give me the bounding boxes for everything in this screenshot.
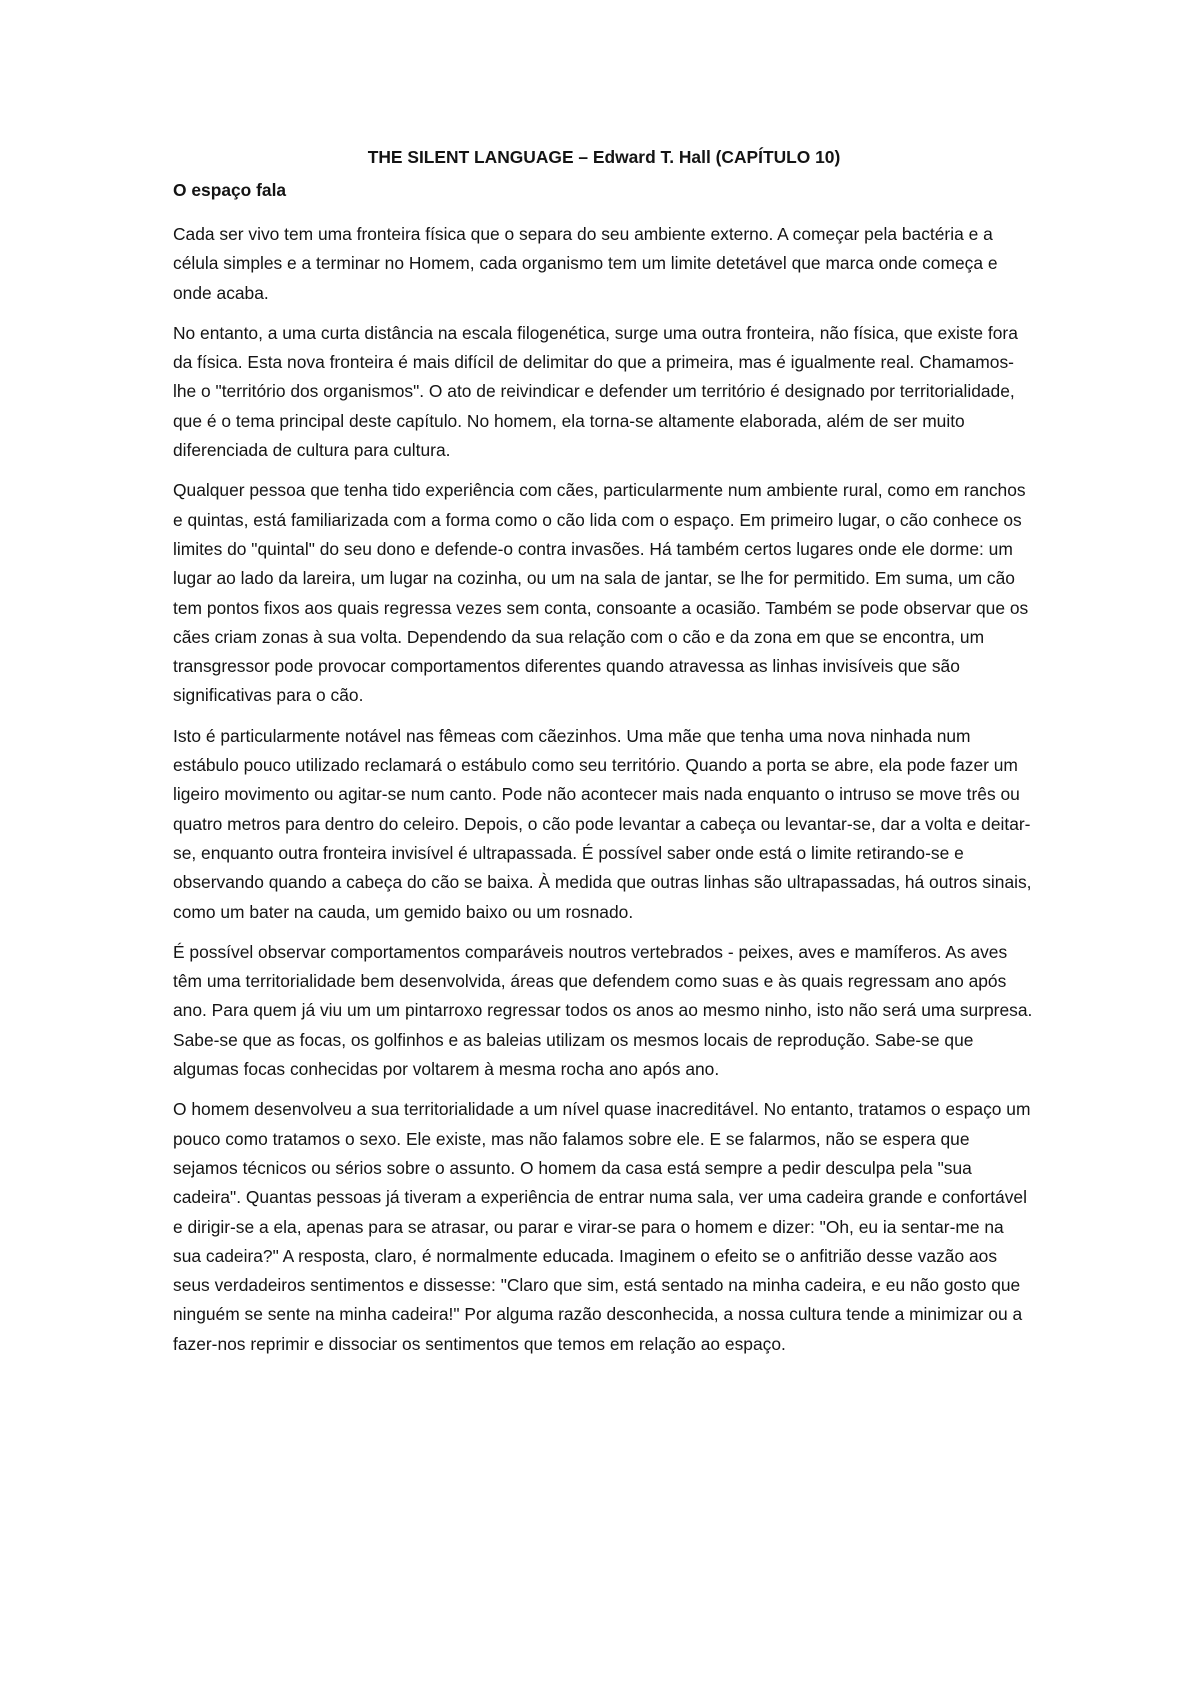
document-title: THE SILENT LANGUAGE – Edward T. Hall (CAPÍTULO 10) [367, 147, 841, 167]
paragraph: O homem desenvolveu a sua territorialidade a um nível quase inacreditável. No entanto, tratamos o espaço um pouco como tratamos o sexo. Ele existe, mas não falamos sobre ele. E se falarmos, não se espera que sejamos técnicos ou sérios sobre o assunto. O homem da casa está sempre a pedir desculpa pela "sua cadeira". Quantas pessoas já tiveram a experiência de entrar numa sala, ver uma cadeira grande e confortável e dirigir-se a ela, apenas para se atrasar, ou parar e virar-se para o homem e dizer: "Oh, eu ia sentar-me na sua cadeira?" A resposta, claro, é normalmente educada. Imaginem o efeito se o anfitrião desse vazão aos seus verdadeiros sentimentos e dissesse: "Claro que sim, está sentado na minha cadeira, e eu não gosto que ninguém se sente na minha cadeira!" Por alguma razão desconhecida, a nossa cultura tende a minimizar ou a fazer-nos reprimir e dissociar os sentimentos que temos em relação ao espaço. [173, 1099, 1031, 1354]
paragraph: Cada ser vivo tem uma fronteira física que o separa do seu ambiente externo. A começar pela bactéria e a célula simples e a terminar no Homem, cada organismo tem um limite detetável que marca onde começa e onde acaba. [173, 224, 998, 303]
section-heading: O espaço fala [173, 180, 287, 200]
paragraph: É possível observar comportamentos comparáveis noutros vertebrados - peixes, aves e mamíferos. As aves têm uma territorialidade bem desenvolvida, áreas que defendem como suas e às quais regressam ano após ano. Para quem já viu um um pintarroxo regressar todos os anos ao mesmo ninho, isto não será uma surpresa. Sabe-se que as focas, os golfinhos e as baleias utilizam os mesmos locais de reprodução. Sabe-se que algumas focas conhecidas por voltarem à mesma rocha ano após ano. [173, 941, 1033, 1080]
document-page [173, 143, 1035, 1359]
paragraph: No entanto, a uma curta distância na escala filogenética, surge uma outra fronteira, não física, que existe fora da física. Esta nova fronteira é mais difícil de delimitar do que a primeira, mas é igualmente real. Chamamos-lhe o "território dos organismos". O ato de reivindicar e defender um território é designado por territorialidade, que é o tema principal deste capítulo. No homem, ela torna-se altamente elaborada, além de ser muito diferenciada de cultura para cultura. [173, 322, 1018, 461]
paragraph: Isto é particularmente notável nas fêmeas com cãezinhos. Uma mãe que tenha uma nova ninhada num estábulo pouco utilizado reclamará o estábulo como seu território. Quando a porta se abre, ela pode fazer um ligeiro movimento ou agitar-se num canto. Pode não acontecer mais nada enquanto o intruso se move três ou quatro metros para dentro do celeiro. Depois, o cão pode levantar a cabeça ou levantar-se, dar a volta e deitar-se, enquanto outra fronteira invisível é ultrapassada. É possível saber onde está o limite retirando-se e observando quando a cabeça do cão se baixa. À medida que outras linhas são ultrapassadas, há outros sinais, como um bater na cauda, um gemido baixo ou um rosnado. [173, 725, 1032, 922]
paragraph: Qualquer pessoa que tenha tido experiência com cães, particularmente num ambiente rural, como em ranchos e quintas, está familiarizada com a forma como o cão lida com o espaço. Em primeiro lugar, o cão conhece os limites do "quintal" do seu dono e defende-o contra invasões. Há também certos lugares onde ele dorme: um lugar ao lado da lareira, um lugar na cozinha, ou um na sala de jantar, se lhe for permitido. Em suma, um cão tem pontos fixos aos quais regressa vezes sem conta, consoante a ocasião. Também se pode observar que os cães criam zonas à sua volta. Dependendo da sua relação com o cão e da zona em que se encontra, um transgressor pode provocar comportamentos diferentes quando atravessa as linhas invisíveis que são significativas para o cão. [173, 480, 1029, 706]
